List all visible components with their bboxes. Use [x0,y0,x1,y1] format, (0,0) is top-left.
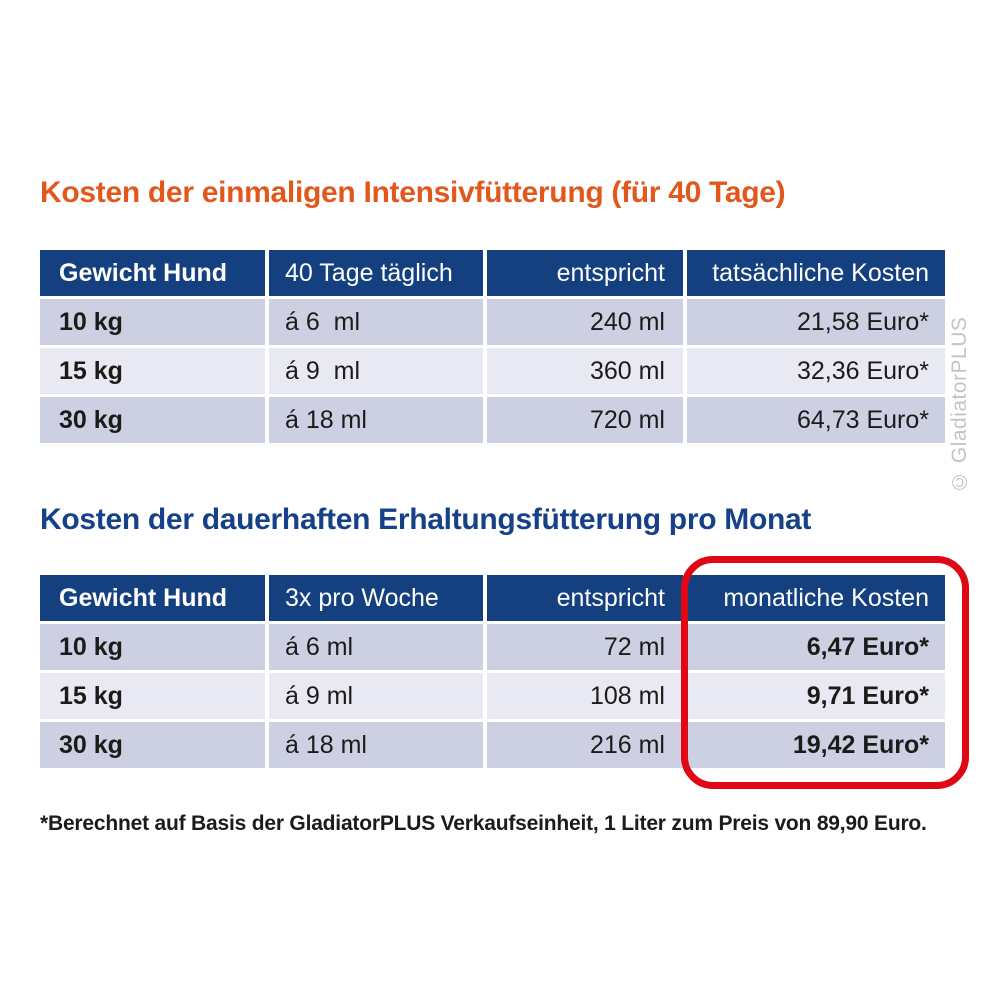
column-header-actual-costs: tatsächliche Kosten [687,250,945,296]
table-cell-cost: 21,58 Euro* [687,299,945,345]
table-cell-dose: á 6 ml [269,624,483,670]
table-cell-weight: 15 kg [40,348,265,394]
price-basis-footnote: *Berechnet auf Basis der GladiatorPLUS Verkaufseinheit, 1 Liter zum Preis von 89,90 Euro. [40,812,927,835]
table-cell-cost: 6,47 Euro* [687,624,945,670]
table-cell-total-ml: 72 ml [487,624,683,670]
table-cell-total-ml: 720 ml [487,397,683,443]
cost-table-intensive [40,250,945,443]
column-header-weight: Gewicht Hund [40,250,265,296]
table-cell-cost: 64,73 Euro* [687,397,945,443]
table-cell-total-ml: 240 ml [487,299,683,345]
column-header-equals: entspricht [487,250,683,296]
table-cell-weight: 15 kg [40,673,265,719]
table-cell-dose: á 9 ml [269,673,483,719]
table-cell-total-ml: 216 ml [487,722,683,768]
table-cell-weight: 10 kg [40,299,265,345]
column-header-weight: Gewicht Hund [40,575,265,621]
table-cell-total-ml: 360 ml [487,348,683,394]
table-cell-cost: 32,36 Euro* [687,348,945,394]
table-cell-dose: á 9 ml [269,348,483,394]
table-cell-cost: 9,71 Euro* [687,673,945,719]
column-header-equals: entspricht [487,575,683,621]
column-header-daily-dose: 40 Tage täglich [269,250,483,296]
column-header-weekly-dose: 3x pro Woche [269,575,483,621]
copyright-watermark: © GladiatorPLUS [948,316,971,493]
table-cell-dose: á 18 ml [269,722,483,768]
table-cell-weight: 10 kg [40,624,265,670]
table-cell-cost: 19,42 Euro* [687,722,945,768]
table-cell-weight: 30 kg [40,722,265,768]
table-cell-total-ml: 108 ml [487,673,683,719]
table-cell-dose: á 6 ml [269,299,483,345]
section-title-maintenance-feeding: Kosten der dauerhaften Erhaltungsfütterung pro Monat [40,503,812,536]
section-title-intensive-feeding: Kosten der einmaligen Intensivfütterung (für 40 Tage) [40,176,786,209]
cost-table-maintenance [40,575,945,768]
table-cell-weight: 30 kg [40,397,265,443]
column-header-monthly-costs: monatliche Kosten [687,575,945,621]
table-cell-dose: á 18 ml [269,397,483,443]
